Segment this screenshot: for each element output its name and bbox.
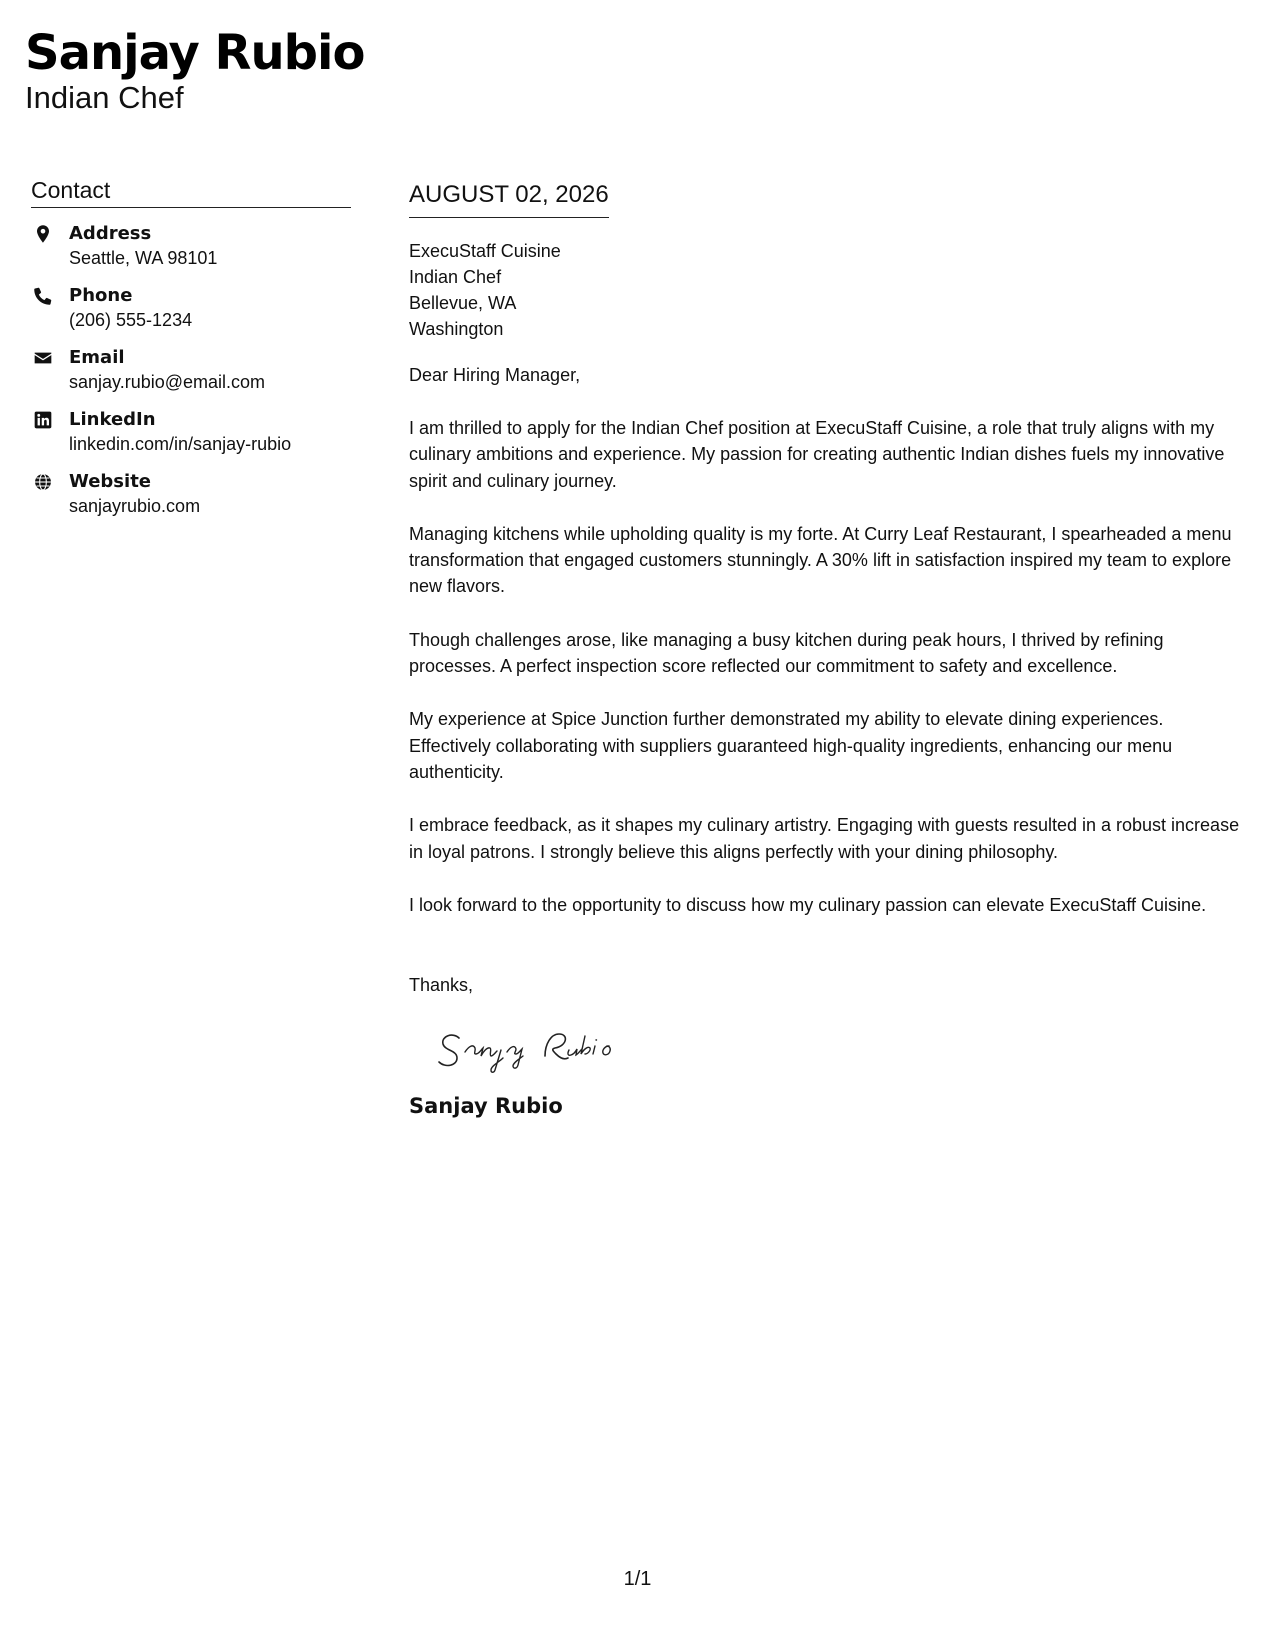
body-paragraph: Though challenges arose, like managing a busy kitchen during peak hours, I thrived by refining processes. A perfect inspection score reflected our commitment to safety and excellence. xyxy=(409,629,1164,677)
applicant-role: Indian Chef xyxy=(25,80,184,115)
handwritten-signature xyxy=(437,1016,1249,1076)
contact-heading: Contact xyxy=(31,176,351,208)
contact-item-linkedin xyxy=(31,408,351,456)
contact-value: Seattle, WA 98101 xyxy=(69,248,218,268)
body-paragraph: My experience at Spice Junction further demonstrated my ability to elevate dining experiences. Effectively collaborating with suppliers guaranteed high-quality ingredients, enhancing our menu authenticity. xyxy=(409,709,1173,782)
contact-label: Email xyxy=(69,347,125,368)
envelope-icon xyxy=(31,346,55,370)
globe-icon xyxy=(31,470,55,494)
recipient-block xyxy=(409,238,1249,342)
contact-item-email xyxy=(31,346,351,394)
recipient-position: Indian Chef xyxy=(409,267,502,287)
body-paragraph: I look forward to the opportunity to discuss how my culinary passion can elevate ExecuStaff Cuisine. xyxy=(409,894,1207,915)
letter-header xyxy=(25,22,364,116)
map-pin-icon xyxy=(31,222,55,246)
body-paragraph: I embrace feedback, as it shapes my culinary artistry. Engaging with guests resulted in a robust increase in loyal patrons. I strongly believe this aligns perfectly with your dining philosophy. xyxy=(409,815,1240,862)
letter-body xyxy=(409,180,1249,1120)
contact-value: (206) 555-1234 xyxy=(69,310,193,330)
contact-label: Address xyxy=(69,223,152,244)
recipient-company: ExecuStaff Cuisine xyxy=(409,241,561,261)
signer-name: Sanjay Rubio xyxy=(409,1094,563,1119)
contact-sidebar xyxy=(31,176,351,532)
linkedin-icon xyxy=(31,408,55,432)
contact-value: sanjay.rubio@email.com xyxy=(69,372,266,392)
applicant-name: Sanjay Rubio xyxy=(25,25,365,81)
contact-item-phone xyxy=(31,284,351,332)
body-paragraph: Managing kitchens while upholding quality is my forte. At Curry Leaf Restaurant, I spearheaded a menu transformation that engaged customers stunningly. A 30% lift in satisfaction inspired my team to explore new flavors. xyxy=(409,523,1232,597)
page-number: 1/1 xyxy=(623,1568,652,1590)
contact-item-website xyxy=(31,470,351,518)
contact-label: Website xyxy=(69,471,152,492)
closing: Thanks, xyxy=(409,975,474,996)
contact-value: sanjayrubio.com xyxy=(69,496,201,516)
contact-list xyxy=(31,222,351,518)
contact-label: LinkedIn xyxy=(69,409,156,430)
contact-item-address xyxy=(31,222,351,270)
phone-icon xyxy=(31,284,55,308)
recipient-city: Bellevue, WA xyxy=(409,293,517,313)
body-paragraph: I am thrilled to apply for the Indian Chef position at ExecuStaff Cuisine, a role that truly aligns with my culinary ambitions and experience. My passion for creating authentic Indian dishes fuels my innovative spirit and culinary journey. xyxy=(409,418,1225,491)
letter-date: AUGUST 02, 2026 xyxy=(409,180,609,218)
signature-graphic xyxy=(437,1016,657,1076)
contact-value: linkedin.com/in/sanjay-rubio xyxy=(69,434,292,454)
recipient-state: Washington xyxy=(409,319,504,339)
salutation: Dear Hiring Manager, xyxy=(409,365,581,385)
contact-label: Phone xyxy=(69,285,133,306)
